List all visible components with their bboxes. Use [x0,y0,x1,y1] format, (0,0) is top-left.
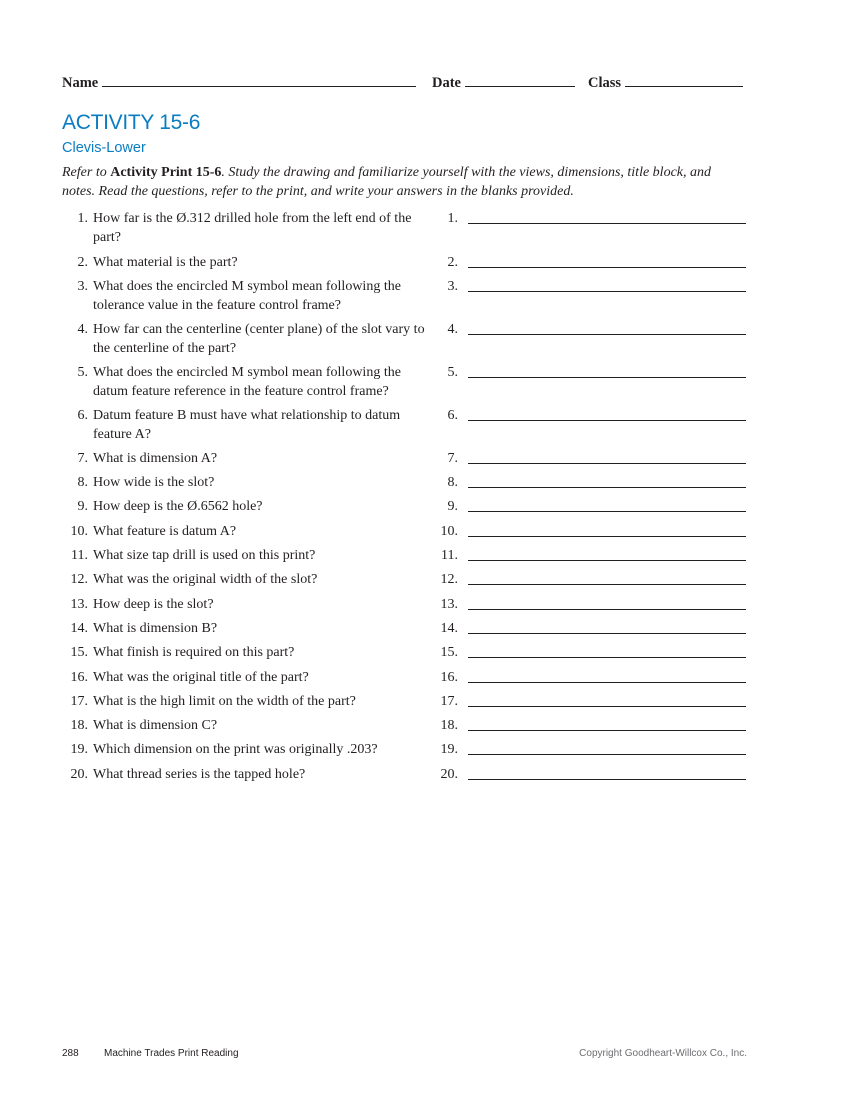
class-label: Class [588,75,622,91]
question-text: What size tap drill is used on this print? [93,548,316,563]
question-18 [62,716,432,735]
date-field[interactable] [432,73,575,92]
answer-blank[interactable] [468,291,746,292]
answer-blank[interactable] [468,633,746,634]
question-16 [62,668,432,687]
book-title: Machine Trades Print Reading [104,1048,239,1059]
answer-number: 1. [447,211,458,226]
question-number: 15. [70,645,88,660]
question-text: What feature is datum A? [93,524,237,539]
question-number: 6. [77,408,88,423]
answer-3[interactable] [432,277,748,296]
answer-blank[interactable] [468,609,746,610]
question-9 [62,497,432,516]
answer-number: 9. [447,499,458,514]
question-text: What is dimension B? [93,621,218,636]
answer-7[interactable] [432,449,748,468]
class-field[interactable] [588,73,743,92]
question-12 [62,570,432,589]
question-number: 12. [70,572,88,587]
question-4 [62,320,432,358]
answer-8[interactable] [432,473,748,492]
answer-12[interactable] [432,570,748,589]
question-number: 14. [70,621,88,636]
question-20 [62,765,432,784]
question-text: How wide is the slot? [93,475,215,490]
question-text: How far can the centerline (center plane) of the slot vary to the centerline of the part? [93,322,425,356]
name-label: Name [62,75,99,91]
answer-blank[interactable] [468,730,746,731]
question-number: 10. [70,524,88,539]
activity-title: ACTIVITY 15-6 [62,111,201,134]
question-number: 20. [70,767,88,782]
answer-number: 6. [447,408,458,423]
question-14 [62,619,432,638]
answer-blank[interactable] [468,706,746,707]
answer-blank[interactable] [468,657,746,658]
question-text: Datum feature B must have what relationship to datum feature A? [93,408,401,442]
answer-number: 2. [447,255,458,270]
question-text: What finish is required on this part? [93,645,295,660]
question-1 [62,209,432,247]
answer-number: 19. [440,742,458,757]
activity-subtitle: Clevis-Lower [62,140,146,156]
name-field[interactable] [62,73,416,92]
answer-number: 13. [440,597,458,612]
answer-number: 14. [440,621,458,636]
answer-2[interactable] [432,253,748,272]
question-6 [62,406,432,444]
answer-number: 16. [440,670,458,685]
question-text: How far is the Ø.312 drilled hole from the left end of the part? [93,211,412,245]
question-number: 17. [70,694,88,709]
answer-blank[interactable] [468,682,746,683]
question-19 [62,740,432,759]
answer-number: 17. [440,694,458,709]
answer-number: 18. [440,718,458,733]
copyright: Copyright Goodheart-Willcox Co., Inc. [579,1048,747,1059]
question-number: 5. [77,365,88,380]
intro-rest: . Study the drawing and familiarize yourself with the views, dimensions, title block, and notes. Read the questions, refer to the print, and write your answers in the blanks provided. [62,165,711,199]
answer-4[interactable] [432,320,748,339]
answer-18[interactable] [432,716,748,735]
question-text: What is dimension A? [93,451,218,466]
answer-number: 10. [440,524,458,539]
question-number: 8. [77,475,88,490]
question-text: What is dimension C? [93,718,218,733]
answer-13[interactable] [432,595,748,614]
question-number: 16. [70,670,88,685]
question-5 [62,363,432,401]
instructions [62,163,742,201]
question-number: 7. [77,451,88,466]
question-text: What does the encircled M symbol mean following the datum feature reference in the feature control frame? [93,365,401,399]
answer-blank[interactable] [468,420,746,421]
question-7 [62,449,432,468]
question-15 [62,643,432,662]
intro-print-ref: Activity Print 15-6 [110,165,222,180]
question-17 [62,692,432,711]
answer-number: 11. [441,548,458,563]
class-blank[interactable] [625,73,743,87]
answer-6[interactable] [432,406,748,425]
answer-17[interactable] [432,692,748,711]
answer-blank[interactable] [468,779,746,780]
question-number: 2. [77,255,88,270]
answer-blank[interactable] [468,334,746,335]
question-number: 3. [77,279,88,294]
question-13 [62,595,432,614]
answer-20[interactable] [432,765,748,784]
answer-blank[interactable] [468,511,746,512]
question-text: Which dimension on the print was originally .203? [93,742,378,757]
question-2 [62,253,432,272]
question-number: 11. [71,548,88,563]
answer-1[interactable] [432,209,748,228]
answer-number: 7. [447,451,458,466]
question-10 [62,522,432,541]
answer-number: 15. [440,645,458,660]
answer-15[interactable] [432,643,748,662]
question-11 [62,546,432,565]
question-text: What thread series is the tapped hole? [93,767,306,782]
answer-11[interactable] [432,546,748,565]
question-text: What was the original title of the part? [93,670,309,685]
question-number: 19. [70,742,88,757]
question-text: How deep is the Ø.6562 hole? [93,499,263,514]
answer-blank[interactable] [468,463,746,464]
answer-19[interactable] [432,740,748,759]
answer-number: 20. [440,767,458,782]
name-blank[interactable] [102,73,416,87]
question-text: How deep is the slot? [93,597,214,612]
answer-number: 8. [447,475,458,490]
answer-number: 4. [447,322,458,337]
answer-blank[interactable] [468,377,746,378]
answer-blank[interactable] [468,487,746,488]
question-number: 4. [77,322,88,337]
question-text: What is the high limit on the width of the part? [93,694,356,709]
question-text: What was the original width of the slot? [93,572,318,587]
question-text: What material is the part? [93,255,238,270]
question-3 [62,277,432,315]
question-number: 9. [77,499,88,514]
answer-blank[interactable] [468,223,746,224]
answer-blank[interactable] [468,754,746,755]
answer-number: 3. [447,279,458,294]
answer-blank[interactable] [468,267,746,268]
answer-16[interactable] [432,668,748,687]
question-text: What does the encircled M symbol mean following the tolerance value in the feature control frame? [93,279,401,313]
date-label: Date [432,75,461,91]
answer-9[interactable] [432,497,748,516]
answer-14[interactable] [432,619,748,638]
answer-blank[interactable] [468,536,746,537]
question-8 [62,473,432,492]
question-number: 1. [77,211,88,226]
answer-blank[interactable] [468,584,746,585]
date-blank[interactable] [465,73,575,87]
page-number: 288 [62,1048,79,1059]
answer-blank[interactable] [468,560,746,561]
intro-prefix: Refer to [62,165,111,180]
question-number: 18. [70,718,88,733]
question-number: 13. [70,597,88,612]
answer-10[interactable] [432,522,748,541]
answer-number: 5. [447,365,458,380]
answer-5[interactable] [432,363,748,382]
answer-number: 12. [440,572,458,587]
